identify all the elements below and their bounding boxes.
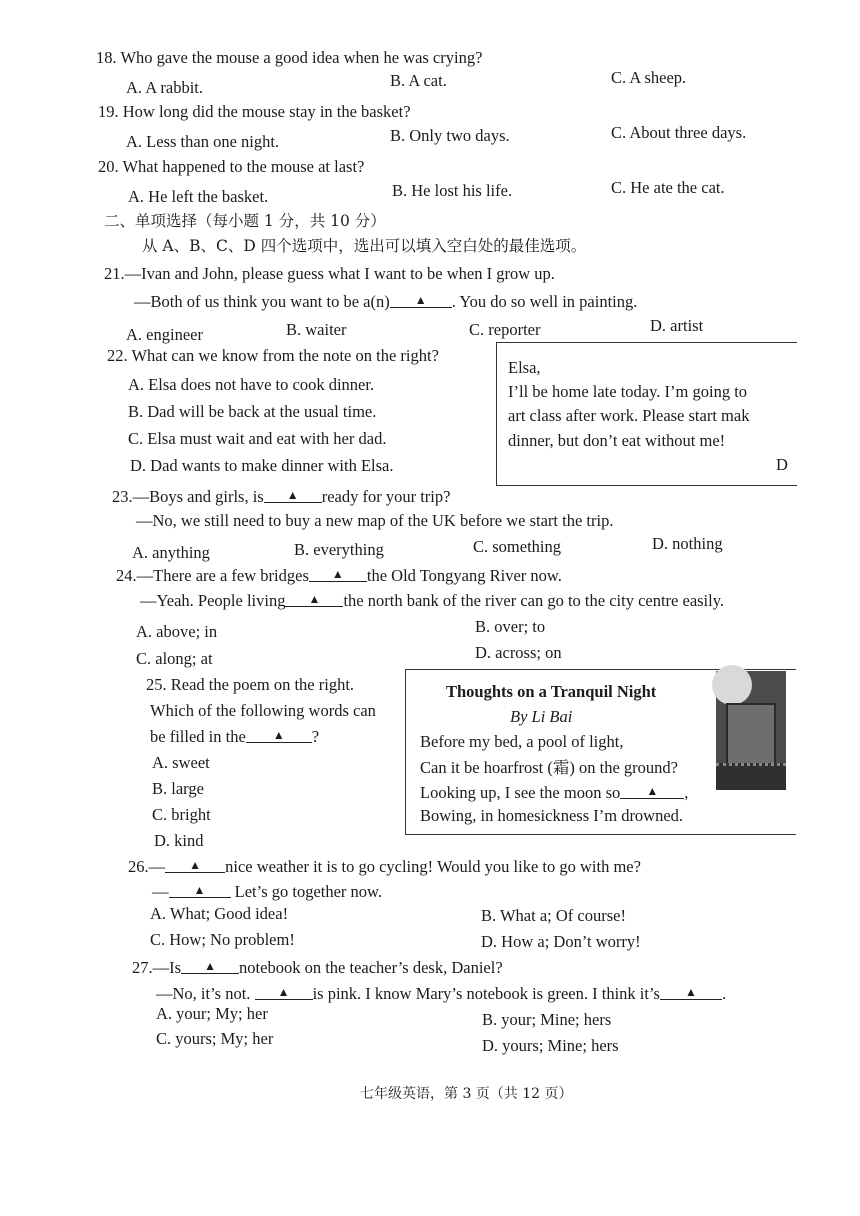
q27-line2: —No, it’s not. ▲ is pink. I know Mary’s notebook is green. I think it’s ▲ . <box>156 984 727 1003</box>
q25-line2: Which of the following words can <box>150 701 376 720</box>
q24-option-d: D. across; on <box>475 643 562 662</box>
bed-shape <box>716 763 786 790</box>
poem-line-3: Looking up, I see the moon so ▲ , <box>420 783 689 802</box>
poem-line-4: Bowing, in homesickness I’m drowned. <box>420 806 684 825</box>
q27-option-c: C. yours; My; her <box>156 1029 274 1048</box>
q26-option-a: A. What; Good idea! <box>150 904 289 923</box>
answer-blank: ▲ <box>255 983 313 1000</box>
q22-option-a: A. Elsa does not have to cook dinner. <box>128 375 375 394</box>
note-signature: D <box>776 455 788 474</box>
q19-option-b: B. Only two days. <box>390 126 510 145</box>
q21-option-b: B. waiter <box>286 320 347 339</box>
q27-option-a: A. your; My; her <box>156 1004 268 1023</box>
poem-author: By Li Bai <box>510 707 573 726</box>
q25-option-c: C. bright <box>152 805 211 824</box>
section-heading: 二、单项选择（每小题 1 分，共 10 分） <box>104 212 386 230</box>
answer-blank: ▲ <box>620 782 684 799</box>
q27-option-b: B. your; Mine; hers <box>482 1010 612 1029</box>
q22-option-d: D. Dad wants to make dinner with Elsa. <box>130 456 394 475</box>
answer-blank: ▲ <box>390 291 452 308</box>
answer-blank: ▲ <box>165 856 225 873</box>
q26-option-c: C. How; No problem! <box>150 930 295 949</box>
answer-blank: ▲ <box>660 983 722 1000</box>
q25-option-b: B. large <box>152 779 204 798</box>
note-line-3: dinner, but don’t eat without me! <box>508 431 726 450</box>
moon-shape <box>712 665 752 705</box>
q22-option-b: B. Dad will be back at the usual time. <box>128 402 377 421</box>
q23-option-a: A. anything <box>132 543 210 562</box>
q26-line1: 26.— ▲ nice weather it is to go cycling! Would you like to go with me? <box>128 857 641 876</box>
q20-stem: 20. What happened to the mouse at last? <box>98 157 365 176</box>
answer-blank: ▲ <box>169 881 231 898</box>
q21-line2: —Both of us think you want to be a(n) ▲ . You do so well in painting. <box>134 292 638 311</box>
q21-option-d: D. artist <box>650 316 704 335</box>
q23-option-c: C. something <box>473 537 562 556</box>
q24-option-c: C. along; at <box>136 649 213 668</box>
q26-option-b: B. What a; Of course! <box>481 906 626 925</box>
q22-option-c: C. Elsa must wait and eat with her dad. <box>128 429 387 448</box>
q22-stem: 22. What can we know from the note on the right? <box>107 346 439 365</box>
q20-option-c: C. He ate the cat. <box>611 178 725 197</box>
q21-option-a: A. engineer <box>126 325 203 344</box>
q23-line2: —No, we still need to buy a new map of the UK before we start the trip. <box>136 511 614 530</box>
q18-option-c: C. A sheep. <box>611 68 687 87</box>
q21-option-c: C. reporter <box>469 320 541 339</box>
answer-blank: ▲ <box>264 486 322 503</box>
q19-stem: 19. How long did the mouse stay in the basket? <box>98 102 411 121</box>
q20-option-b: B. He lost his life. <box>392 181 513 200</box>
q24-option-a: A. above; in <box>136 622 218 641</box>
q25-option-a: A. sweet <box>152 753 210 772</box>
q27-option-d: D. yours; Mine; hers <box>482 1036 619 1055</box>
answer-blank: ▲ <box>181 957 239 974</box>
poem-illustration <box>716 671 786 787</box>
page-footer: 七年级英语，第 3 页（共 12 页） <box>360 1086 573 1102</box>
poem-line-1: Before my bed, a pool of light, <box>420 732 624 751</box>
poem-line-2: Can it be hoarfrost (霜) on the ground? <box>420 758 678 777</box>
q23-option-d: D. nothing <box>652 534 723 553</box>
poem-title: Thoughts on a Tranquil Night <box>446 682 657 701</box>
q21-line1: 21.—Ivan and John, please guess what I want to be when I grow up. <box>104 264 555 283</box>
answer-blank: ▲ <box>246 726 312 743</box>
q27-line1: 27.—Is ▲ notebook on the teacher’s desk, Daniel? <box>132 958 503 977</box>
q24-line2: —Yeah. People living ▲ the north bank of the river can go to the city centre easily. <box>140 591 725 610</box>
q19-option-a: A. Less than one night. <box>126 132 280 151</box>
q24-option-b: B. over; to <box>475 617 546 636</box>
q26-line2: — ▲ Let’s go together now. <box>152 882 383 901</box>
answer-blank: ▲ <box>309 565 367 582</box>
q25-line3: be filled in the ▲ ? <box>150 727 320 746</box>
note-line-2: art class after work. Please start mak <box>508 406 750 425</box>
section-instruction: 从 A、B、C、D 四个选项中，选出可以填入空白处的最佳选项。 <box>142 237 587 255</box>
q25-line1: 25. Read the poem on the right. <box>146 675 355 694</box>
q23-line1: 23.—Boys and girls, is ▲ ready for your trip? <box>112 487 451 506</box>
q26-option-d: D. How a; Don’t worry! <box>481 932 641 951</box>
q20-option-a: A. He left the basket. <box>128 187 269 206</box>
q23-option-b: B. everything <box>294 540 384 559</box>
window-shape <box>726 703 776 767</box>
q25-option-d: D. kind <box>154 831 204 850</box>
q18-option-b: B. A cat. <box>390 71 447 90</box>
q18-stem: 18. Who gave the mouse a good idea when he was crying? <box>96 48 483 67</box>
q18-option-a: A. A rabbit. <box>126 78 203 97</box>
answer-blank: ▲ <box>285 590 343 607</box>
q24-line1: 24.—There are a few bridges ▲ the Old Tongyang River now. <box>116 566 562 585</box>
note-line-1: I’ll be home late today. I’m going to <box>508 382 748 401</box>
q19-option-c: C. About three days. <box>611 123 747 142</box>
note-greeting: Elsa, <box>508 358 541 377</box>
